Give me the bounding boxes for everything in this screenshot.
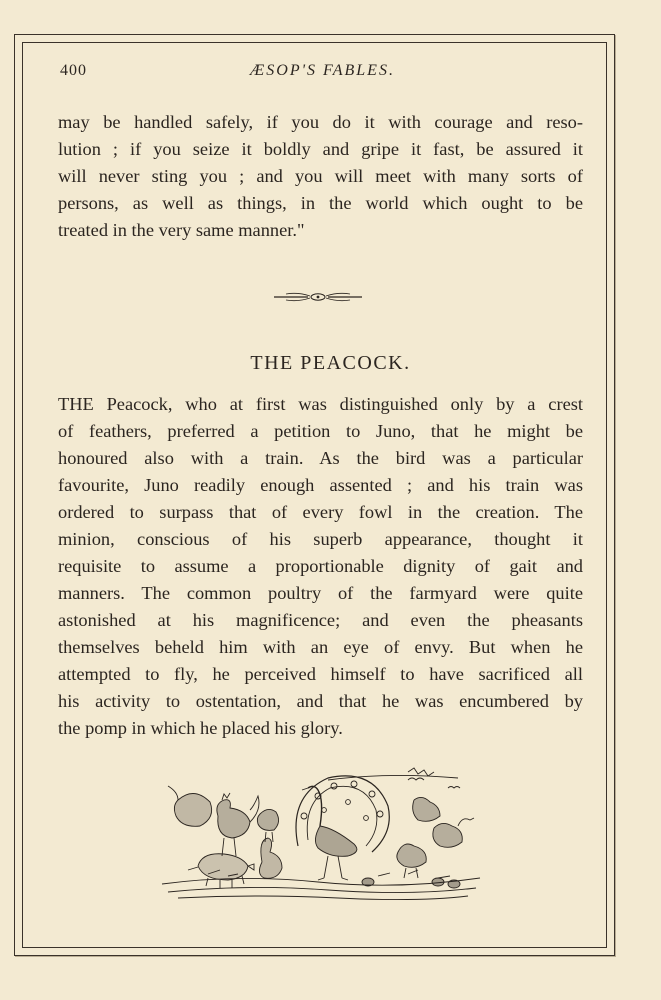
text-line: manners. The common poultry of the farmyard were quite	[58, 583, 583, 603]
peacock-farmyard-engraving-icon	[158, 766, 484, 904]
continued-paragraph	[58, 109, 583, 244]
text-line: persons, as well as things, in the world which ought to be	[58, 193, 583, 213]
text-line: ordered to surpass that of every fowl in the creation. The	[58, 502, 583, 522]
text-line: treated in the very same manner."	[58, 220, 305, 240]
text-line: may be handled safely, if you do it with courage and reso-	[58, 112, 583, 132]
running-header	[60, 62, 585, 82]
text-line: astonished at his magnificence; and even the pheasants	[58, 610, 583, 630]
fable-paragraph	[58, 391, 583, 742]
running-title: ÆSOP'S FABLES.	[250, 62, 395, 79]
text-line: his activity to ostentation, and that he was encumbered by	[58, 691, 583, 711]
text-line: themselves beheld him with an eye of envy. But when he	[58, 637, 583, 657]
text-line: requisite to assume a proportionable dignity of gait and	[58, 556, 583, 576]
decorative-rule-ornament-icon	[272, 290, 364, 304]
fable-title: THE PEACOCK.	[250, 352, 411, 374]
text-line: lution ; if you seize it boldly and gripe it fast, be assured it	[58, 139, 583, 159]
text-line: will never sting you ; and you will meet with many sorts of	[58, 166, 583, 186]
text-line: THE Peacock, who at first was distinguished only by a crest	[58, 394, 583, 414]
text-line: minion, conscious of his superb appearance, thought it	[58, 529, 583, 549]
text-line: the pomp in which he placed his glory.	[58, 718, 343, 738]
text-line: of feathers, preferred a petition to Juno, that he might be	[58, 421, 583, 441]
text-line: honoured also with a train. As the bird was a particular	[58, 448, 583, 468]
text-line: attempted to fly, he perceived himself to have sacrificed all	[58, 664, 583, 684]
page-number: 400	[60, 62, 87, 79]
text-line: favourite, Juno readily enough assented ; and his train was	[58, 475, 583, 495]
